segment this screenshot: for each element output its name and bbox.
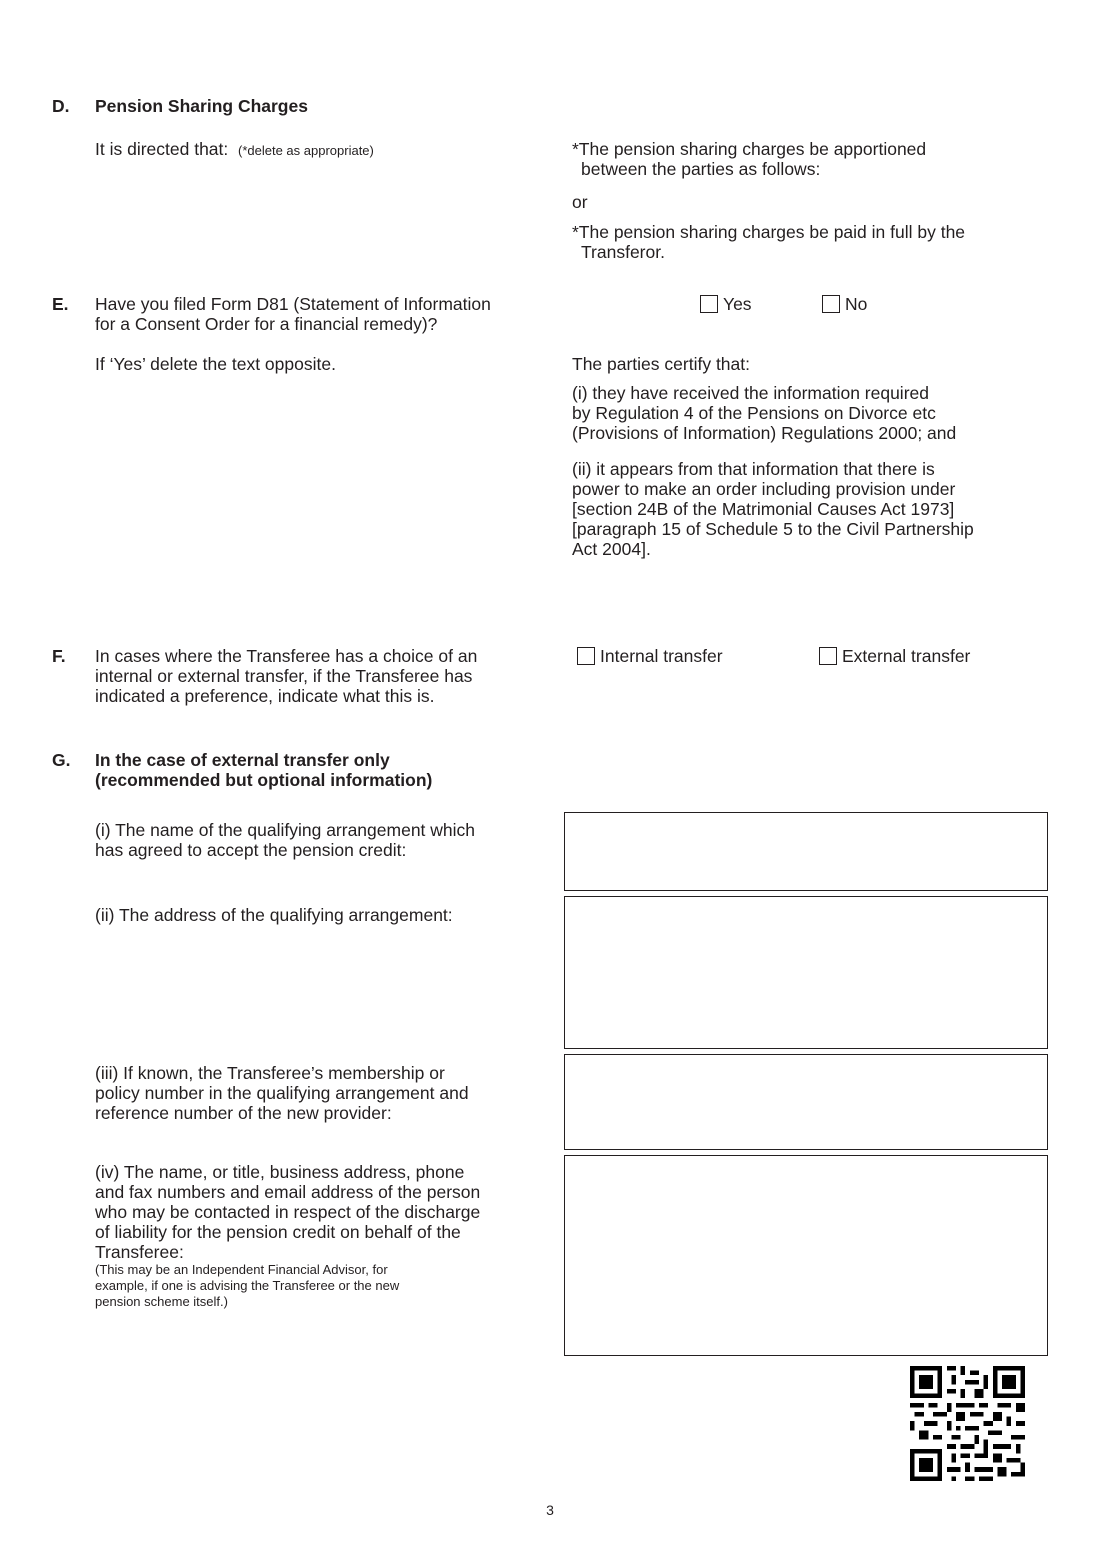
internal-transfer-label: Internal transfer (600, 646, 723, 666)
clause2-line2: power to make an order including provision under (572, 479, 956, 499)
question-line2: for a Consent Order for a financial remedy)? (95, 314, 438, 334)
section-g-heading (95, 750, 565, 790)
internal-transfer-option[interactable] (577, 646, 723, 666)
f-line1: In cases where the Transferee has a choice of an (95, 646, 478, 666)
q4-line2: and fax numbers and email address of the person (95, 1182, 481, 1202)
g-heading-line1: In the case of external transfer only (95, 750, 390, 770)
contact-person-field[interactable] (564, 1155, 1048, 1356)
clause2-line4: [paragraph 15 of Schedule 5 to the Civil Partnership (572, 519, 974, 539)
section-g-letter: G. (52, 750, 71, 770)
yes-label: Yes (723, 294, 752, 314)
section-f-text (95, 646, 565, 706)
page-number: 3 (546, 1502, 554, 1518)
q3-line1: (iii) If known, the Transferee’s membership or (95, 1063, 445, 1083)
external-transfer-checkbox[interactable] (819, 647, 837, 665)
no-checkbox[interactable] (822, 295, 840, 313)
arrangement-address-field[interactable] (564, 896, 1048, 1049)
f-line2: internal or external transfer, if the Transferee has (95, 666, 473, 686)
arrangement-name-field[interactable] (564, 812, 1048, 891)
charges-option-transferor (572, 222, 1052, 262)
certify-clause-2 (572, 459, 1052, 559)
q1-line1: (i) The name of the qualifying arrangement which (95, 820, 476, 840)
yes-option[interactable] (700, 294, 752, 314)
q3-line2: policy number in the qualifying arrangement and (95, 1083, 469, 1103)
external-transfer-option[interactable] (819, 646, 970, 666)
q4-line5: Transferee: (95, 1242, 184, 1262)
q1-line2: has agreed to accept the pension credit: (95, 840, 407, 860)
section-e-question (95, 294, 565, 334)
external-transfer-label: External transfer (842, 646, 971, 666)
clause1-line2: by Regulation 4 of the Pensions on Divorce etc (572, 403, 936, 423)
q4-line3: who may be contacted in respect of the discharge (95, 1202, 481, 1222)
internal-transfer-checkbox[interactable] (577, 647, 595, 665)
g-heading-line2: (recommended but optional information) (95, 770, 433, 790)
q4-line1: (iv) The name, or title, business address, phone (95, 1162, 465, 1182)
question-arrangement-name (95, 820, 555, 860)
q4-note-line2: example, if one is advising the Transferee or the new (95, 1278, 400, 1293)
clause1-line3: (Provisions of Information) Regulations 2000; and (572, 423, 957, 443)
option2-line2: Transferor. (581, 242, 665, 262)
f-line3: indicated a preference, indicate what this is. (95, 686, 435, 706)
qr-code-icon (910, 1366, 1025, 1481)
section-d-directed (95, 139, 374, 161)
option2-line1: *The pension sharing charges be paid in full by the (572, 222, 966, 242)
membership-number-field[interactable] (564, 1054, 1048, 1150)
no-option[interactable] (822, 294, 867, 314)
or-text: or (572, 192, 588, 212)
charges-option-apportioned (572, 139, 1042, 179)
question-contact-person (95, 1162, 560, 1310)
question-line1: Have you filed Form D81 (Statement of Information (95, 294, 491, 314)
certify-heading: The parties certify that: (572, 354, 750, 374)
delete-instruction: If ‘Yes’ delete the text opposite. (95, 354, 336, 374)
section-d-letter: D. (52, 96, 70, 116)
section-e-letter: E. (52, 294, 69, 314)
option1-line2: between the parties as follows: (581, 159, 821, 179)
q4-note-line3: pension scheme itself.) (95, 1294, 228, 1309)
section-d-heading: Pension Sharing Charges (95, 96, 308, 116)
directed-label: It is directed that: (95, 139, 229, 159)
option1-line1: *The pension sharing charges be apportioned (572, 139, 927, 159)
yes-checkbox[interactable] (700, 295, 718, 313)
question-arrangement-address: (ii) The address of the qualifying arrangement: (95, 905, 453, 925)
q3-line3: reference number of the new provider: (95, 1103, 392, 1123)
clause2-line5: Act 2004]. (572, 539, 651, 559)
clause2-line1: (ii) it appears from that information that there is (572, 459, 935, 479)
directed-note: (*delete as appropriate) (238, 143, 374, 158)
question-membership-number (95, 1063, 555, 1123)
certify-clause-1 (572, 383, 1052, 443)
section-f-letter: F. (52, 646, 66, 666)
clause2-line3: [section 24B of the Matrimonial Causes Act 1973] (572, 499, 955, 519)
no-label: No (845, 294, 868, 314)
q4-note-line1: (This may be an Independent Financial Advisor, for (95, 1262, 388, 1277)
clause1-line1: (i) they have received the information required (572, 383, 929, 403)
q4-line4: of liability for the pension credit on behalf of the (95, 1222, 461, 1242)
